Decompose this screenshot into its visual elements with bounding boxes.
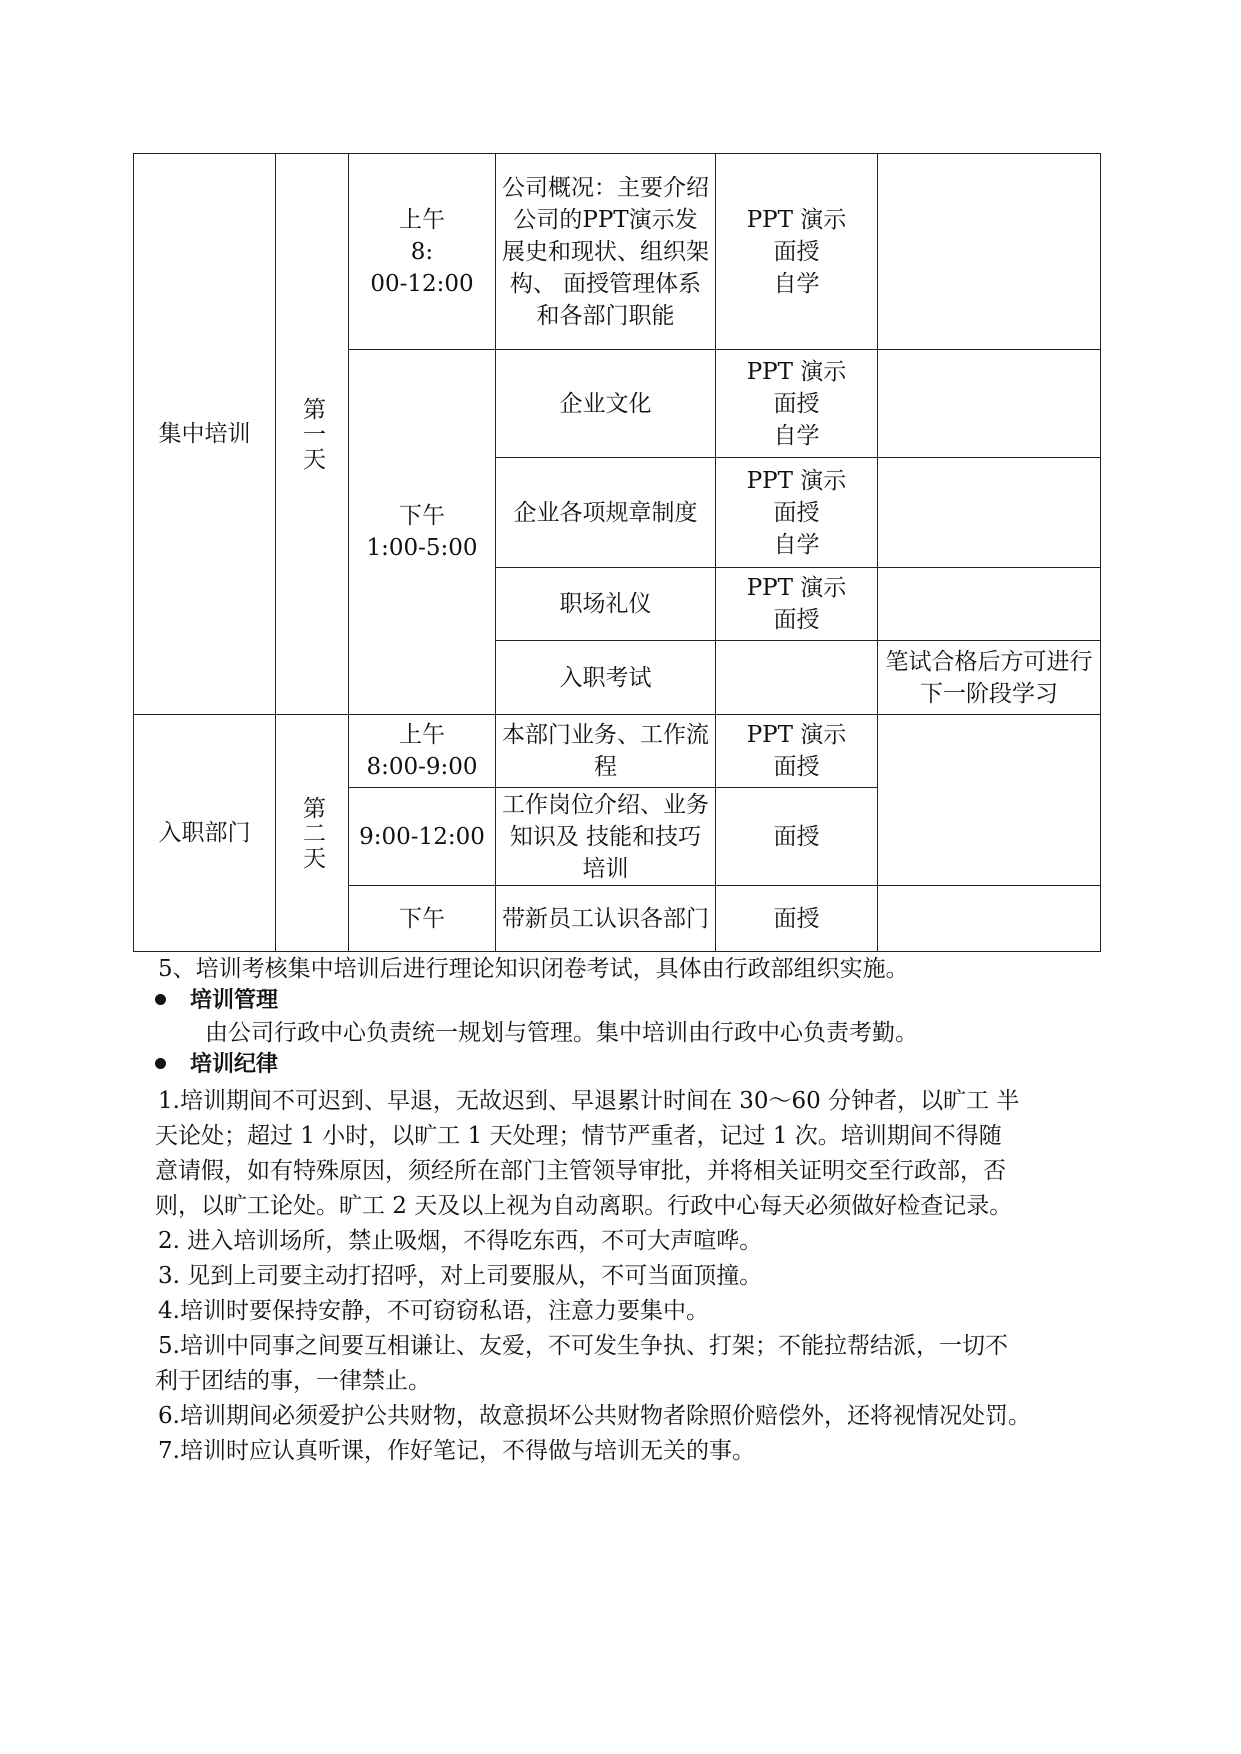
rule-1-line-3: 意请假，如有特殊原因，须经所在部门主管领导审批，并将相关证明交至行政部，否 [155,1158,1006,1184]
paragraph-management: 由公司行政中心负责统一规划与管理。集中培训由行政中心负责考勤。 [205,1020,918,1046]
bullet-icon [155,1058,166,1069]
content-cell: 公司概况：主要介绍公司的PPT演示发展史和现状、组织架构、 面授管理体系和各部门职能 [496,154,716,350]
rule-2: 2. 进入培训场所，禁止吸烟，不得吃东西，不可大声喧哗。 [158,1228,763,1254]
note-cell [878,350,1101,458]
rule-5-line-2: 利于团结的事，一律禁止。 [155,1368,431,1394]
category-cell: 集中培训 [134,154,276,715]
time-cell: 下午 1:00-5:00 [349,350,496,715]
rule-1-line-1: 1.培训期间不可迟到、早退，无故迟到、早退累计时间在 30～60 分钟者，以旷工 半 [158,1088,1020,1114]
note-cell [878,458,1101,568]
content-cell: 职场礼仪 [496,568,716,641]
note-cell [878,715,1101,886]
table-row [134,154,1101,350]
note-cell [878,886,1101,952]
time-cell: 9:00-12:00 [349,788,496,886]
method-cell: PPT 演示 面授 自学 [716,154,878,350]
note-cell [878,568,1101,641]
training-schedule-table [133,153,1101,952]
content-cell: 本部门业务、工作流程 [496,715,716,788]
paragraph-assessment: 5、培训考核集中培训后进行理论知识闭卷考试，具体由行政部组织实施。 [158,956,909,982]
content-cell: 企业文化 [496,350,716,458]
day-cell: 第一天 [276,154,349,715]
rule-3: 3. 见到上司要主动打招呼，对上司要服从，不可当面顶撞。 [158,1263,763,1289]
content-cell: 企业各项规章制度 [496,458,716,568]
method-cell: PPT 演示 面授 自学 [716,458,878,568]
rule-1-line-4: 则，以旷工论处。旷工 2 天及以上视为自动离职。行政中心每天必须做好检查记录。 [155,1193,1013,1219]
note-cell [878,154,1101,350]
method-cell [716,641,878,715]
content-cell: 带新员工认识各部门 [496,886,716,952]
table-row [134,715,1101,788]
time-cell: 上午 8:00-9:00 [349,715,496,788]
heading-management: 培训管理 [155,984,278,1018]
rule-5-line-1: 5.培训中同事之间要互相谦让、友爱，不可发生争执、打架；不能拉帮结派，一切不 [158,1333,1008,1359]
method-cell: PPT 演示 面授 自学 [716,350,878,458]
time-cell: 上午 8: 00-12:00 [349,154,496,350]
rule-4: 4.培训时要保持安静，不可窃窃私语，注意力要集中。 [158,1298,709,1324]
time-cell: 下午 [349,886,496,952]
heading-discipline: 培训纪律 [155,1048,278,1082]
method-cell: 面授 [716,886,878,952]
note-cell: 笔试合格后方可进行下一阶段学习 [878,641,1101,715]
bullet-icon [155,994,166,1005]
day-cell: 第二天 [276,715,349,952]
method-cell: PPT 演示 面授 [716,568,878,641]
rule-7: 7.培训时应认真听课，作好笔记，不得做与培训无关的事。 [158,1438,755,1464]
content-cell: 工作岗位介绍、业务知识及 技能和技巧培训 [496,788,716,886]
category-cell: 入职部门 [134,715,276,952]
rule-6: 6.培训期间必须爱护公共财物，故意损坏公共财物者除照价赔偿外，还将视情况处罚。 [158,1403,1031,1429]
rule-1-line-2: 天论处；超过 1 小时，以旷工 1 天处理；情节严重者，记过 1 次。培训期间不得随 [155,1123,1002,1149]
content-cell: 入职考试 [496,641,716,715]
method-cell: PPT 演示 面授 [716,715,878,788]
method-cell: 面授 [716,788,878,886]
